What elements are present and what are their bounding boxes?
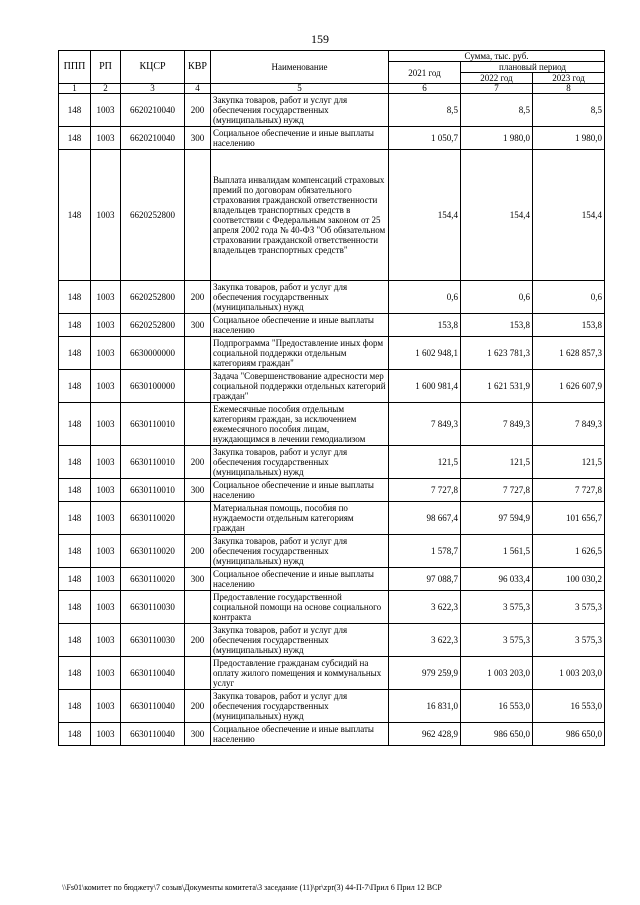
name-cell: Материальная помощь, пособия по нуждаемости отдельным категориям граждан — [211, 502, 389, 535]
ppp-cell: 148 — [59, 502, 91, 535]
amount-2023-cell: 1 626 607,9 — [533, 370, 605, 403]
ppp-cell: 148 — [59, 127, 91, 150]
ppp-cell: 148 — [59, 535, 91, 568]
amount-2022-cell: 7 849,3 — [461, 403, 533, 446]
kvr-cell — [185, 403, 211, 446]
table-row — [59, 568, 605, 591]
column-index: 1 — [59, 84, 91, 94]
table-row — [59, 337, 605, 370]
kvr-cell — [185, 657, 211, 690]
ppp-cell: 148 — [59, 150, 91, 281]
amount-2023-cell: 0,6 — [533, 281, 605, 314]
table-row — [59, 446, 605, 479]
amount-2023-cell: 1 626,5 — [533, 535, 605, 568]
ppp-cell: 148 — [59, 403, 91, 446]
kvr-cell: 200 — [185, 281, 211, 314]
amount-2022-cell: 1 003 203,0 — [461, 657, 533, 690]
rp-cell: 1003 — [91, 479, 121, 502]
kvr-cell: 200 — [185, 535, 211, 568]
ppp-cell: 148 — [59, 446, 91, 479]
amount-2021-cell: 8,5 — [389, 94, 461, 127]
header-name: Наименование — [211, 51, 389, 84]
table-row — [59, 657, 605, 690]
kvr-cell: 200 — [185, 690, 211, 723]
page-number: 159 — [311, 32, 329, 46]
rp-cell: 1003 — [91, 535, 121, 568]
amount-2021-cell: 97 088,7 — [389, 568, 461, 591]
table-header — [59, 51, 605, 94]
rp-cell: 1003 — [91, 403, 121, 446]
amount-2021-cell: 121,5 — [389, 446, 461, 479]
kcsr-cell: 6630110020 — [121, 502, 185, 535]
ppp-cell: 148 — [59, 690, 91, 723]
amount-2023-cell: 1 003 203,0 — [533, 657, 605, 690]
amount-2022-cell: 3 575,3 — [461, 624, 533, 657]
amount-2023-cell: 101 656,7 — [533, 502, 605, 535]
kcsr-cell: 6620210040 — [121, 127, 185, 150]
name-cell: Закупка товаров, работ и услуг для обеспечения государственных (муниципальных) нужд — [211, 690, 389, 723]
kcsr-cell: 6630100000 — [121, 370, 185, 403]
kcsr-cell: 6630110030 — [121, 591, 185, 624]
table-row — [59, 624, 605, 657]
header-2022: 2022 год — [461, 73, 533, 84]
amount-2022-cell: 16 553,0 — [461, 690, 533, 723]
amount-2023-cell: 986 650,0 — [533, 723, 605, 746]
ppp-cell: 148 — [59, 657, 91, 690]
kvr-cell: 300 — [185, 479, 211, 502]
kvr-cell — [185, 502, 211, 535]
kvr-cell: 300 — [185, 723, 211, 746]
column-index: 2 — [91, 84, 121, 94]
table-row — [59, 403, 605, 446]
name-cell: Социальное обеспечение и иные выплаты населению — [211, 479, 389, 502]
rp-cell: 1003 — [91, 337, 121, 370]
amount-2023-cell: 121,5 — [533, 446, 605, 479]
amount-2021-cell: 0,6 — [389, 281, 461, 314]
ppp-cell: 148 — [59, 479, 91, 502]
kvr-cell — [185, 370, 211, 403]
header-kvr: КВР — [185, 51, 211, 84]
table-row — [59, 370, 605, 403]
table-row — [59, 591, 605, 624]
column-index: 6 — [389, 84, 461, 94]
name-cell: Закупка товаров, работ и услуг для обеспечения государственных (муниципальных) нужд — [211, 281, 389, 314]
amount-2022-cell: 986 650,0 — [461, 723, 533, 746]
table-row — [59, 281, 605, 314]
amount-2021-cell: 1 578,7 — [389, 535, 461, 568]
table-row — [59, 314, 605, 337]
name-cell: Социальное обеспечение и иные выплаты населению — [211, 568, 389, 591]
budget-table — [58, 50, 605, 746]
amount-2023-cell: 3 575,3 — [533, 624, 605, 657]
amount-2023-cell: 1 980,0 — [533, 127, 605, 150]
ppp-cell: 148 — [59, 337, 91, 370]
kvr-cell — [185, 337, 211, 370]
header-rp: РП — [91, 51, 121, 84]
table-row — [59, 723, 605, 746]
name-cell: Социальное обеспечение и иные выплаты населению — [211, 723, 389, 746]
ppp-cell: 148 — [59, 314, 91, 337]
table-row — [59, 479, 605, 502]
amount-2021-cell: 7 849,3 — [389, 403, 461, 446]
rp-cell: 1003 — [91, 94, 121, 127]
name-cell: Выплата инвалидам компенсаций страховых премий по договорам обязательного страхования гражданской ответственности владельцев транспортных средств в соответствии с Федеральным законом от 25 апреля 2002 года № 40-ФЗ "Об обязательном страховании гражданской ответственности владельцев транспортных средств" — [211, 150, 389, 281]
kvr-cell: 200 — [185, 624, 211, 657]
rp-cell: 1003 — [91, 690, 121, 723]
rp-cell: 1003 — [91, 568, 121, 591]
kcsr-cell: 6630110030 — [121, 624, 185, 657]
amount-2022-cell: 0,6 — [461, 281, 533, 314]
ppp-cell: 148 — [59, 723, 91, 746]
name-cell: Предоставление гражданам субсидий на оплату жилого помещения и коммунальных услуг — [211, 657, 389, 690]
rp-cell: 1003 — [91, 591, 121, 624]
rp-cell: 1003 — [91, 314, 121, 337]
ppp-cell: 148 — [59, 94, 91, 127]
amount-2021-cell: 1 602 948,1 — [389, 337, 461, 370]
amount-2021-cell: 3 622,3 — [389, 624, 461, 657]
kvr-cell: 300 — [185, 314, 211, 337]
kcsr-cell: 6620252800 — [121, 150, 185, 281]
amount-2021-cell: 98 667,4 — [389, 502, 461, 535]
header-2021: 2021 год — [389, 62, 461, 84]
amount-2021-cell: 16 831,0 — [389, 690, 461, 723]
rp-cell: 1003 — [91, 127, 121, 150]
name-cell: Задача "Совершенствование адресности мер социальной поддержки отдельных категорий граждан" — [211, 370, 389, 403]
rp-cell: 1003 — [91, 502, 121, 535]
amount-2022-cell: 1 561,5 — [461, 535, 533, 568]
kvr-cell: 200 — [185, 94, 211, 127]
kvr-cell — [185, 150, 211, 281]
table-body — [59, 94, 605, 746]
header-ppp: ППП — [59, 51, 91, 84]
rp-cell: 1003 — [91, 150, 121, 281]
amount-2023-cell: 153,8 — [533, 314, 605, 337]
column-index: 7 — [461, 84, 533, 94]
amount-2021-cell: 153,8 — [389, 314, 461, 337]
rp-cell: 1003 — [91, 723, 121, 746]
kcsr-cell: 6630110010 — [121, 479, 185, 502]
table-row — [59, 502, 605, 535]
table-row — [59, 150, 605, 281]
amount-2021-cell: 1 050,7 — [389, 127, 461, 150]
table-row — [59, 690, 605, 723]
amount-2023-cell: 100 030,2 — [533, 568, 605, 591]
column-index: 3 — [121, 84, 185, 94]
ppp-cell: 148 — [59, 370, 91, 403]
kcsr-cell: 6630110040 — [121, 723, 185, 746]
rp-cell: 1003 — [91, 370, 121, 403]
name-cell: Закупка товаров, работ и услуг для обеспечения государственных (муниципальных) нужд — [211, 624, 389, 657]
amount-2021-cell: 979 259,9 — [389, 657, 461, 690]
amount-2023-cell: 8,5 — [533, 94, 605, 127]
amount-2022-cell: 153,8 — [461, 314, 533, 337]
column-index-row — [59, 84, 605, 94]
kcsr-cell: 6630000000 — [121, 337, 185, 370]
kvr-cell: 300 — [185, 568, 211, 591]
amount-2021-cell: 1 600 981,4 — [389, 370, 461, 403]
header-planned-period: плановый период — [461, 62, 605, 73]
name-cell: Закупка товаров, работ и услуг для обеспечения государственных (муниципальных) нужд — [211, 535, 389, 568]
table-row — [59, 535, 605, 568]
amount-2022-cell: 1 621 531,9 — [461, 370, 533, 403]
amount-2023-cell: 7 727,8 — [533, 479, 605, 502]
amount-2022-cell: 1 623 781,3 — [461, 337, 533, 370]
rp-cell: 1003 — [91, 657, 121, 690]
kcsr-cell: 6630110020 — [121, 568, 185, 591]
kcsr-cell: 6620252800 — [121, 314, 185, 337]
name-cell: Ежемесячные пособия отдельным категориям граждан, за исключением ежемесячного пособия лицам, нуждающимся в лечении гемодиализом — [211, 403, 389, 446]
table-row — [59, 94, 605, 127]
kcsr-cell: 6630110010 — [121, 403, 185, 446]
amount-2023-cell: 7 849,3 — [533, 403, 605, 446]
amount-2022-cell: 1 980,0 — [461, 127, 533, 150]
amount-2022-cell: 8,5 — [461, 94, 533, 127]
file-path-footer: \\Fs01\комитет по бюджету\7 созыв\Документы комитета\3 заседание (11)\pr\zpr(3) 44-П-7\Прил 6 Прил 12 ВСР — [62, 883, 442, 892]
amount-2021-cell: 962 428,9 — [389, 723, 461, 746]
amount-2022-cell: 3 575,3 — [461, 591, 533, 624]
name-cell: Социальное обеспечение и иные выплаты населению — [211, 127, 389, 150]
amount-2023-cell: 16 553,0 — [533, 690, 605, 723]
amount-2021-cell: 7 727,8 — [389, 479, 461, 502]
kvr-cell: 200 — [185, 446, 211, 479]
amount-2023-cell: 3 575,3 — [533, 591, 605, 624]
kcsr-cell: 6620210040 — [121, 94, 185, 127]
amount-2022-cell: 97 594,9 — [461, 502, 533, 535]
kcsr-cell: 6630110040 — [121, 657, 185, 690]
ppp-cell: 148 — [59, 591, 91, 624]
amount-2022-cell: 121,5 — [461, 446, 533, 479]
rp-cell: 1003 — [91, 446, 121, 479]
column-index: 4 — [185, 84, 211, 94]
header-2023: 2023 год — [533, 73, 605, 84]
amount-2021-cell: 3 622,3 — [389, 591, 461, 624]
header-kcsr: КЦСР — [121, 51, 185, 84]
name-cell: Закупка товаров, работ и услуг для обеспечения государственных (муниципальных) нужд — [211, 94, 389, 127]
column-index: 5 — [211, 84, 389, 94]
kcsr-cell: 6630110010 — [121, 446, 185, 479]
kvr-cell — [185, 591, 211, 624]
name-cell: Закупка товаров, работ и услуг для обеспечения государственных (муниципальных) нужд — [211, 446, 389, 479]
rp-cell: 1003 — [91, 624, 121, 657]
name-cell: Подпрограмма "Предоставление иных форм социальной поддержки отдельным категориям граждан" — [211, 337, 389, 370]
amount-2022-cell: 7 727,8 — [461, 479, 533, 502]
amount-2022-cell: 154,4 — [461, 150, 533, 281]
amount-2021-cell: 154,4 — [389, 150, 461, 281]
rp-cell: 1003 — [91, 281, 121, 314]
column-index: 8 — [533, 84, 605, 94]
name-cell: Социальное обеспечение и иные выплаты населению — [211, 314, 389, 337]
amount-2023-cell: 154,4 — [533, 150, 605, 281]
kvr-cell: 300 — [185, 127, 211, 150]
kcsr-cell: 6630110040 — [121, 690, 185, 723]
kcsr-cell: 6630110020 — [121, 535, 185, 568]
name-cell: Предоставление государственной социальной помощи на основе социального контракта — [211, 591, 389, 624]
ppp-cell: 148 — [59, 568, 91, 591]
table-row — [59, 127, 605, 150]
kcsr-cell: 6620252800 — [121, 281, 185, 314]
ppp-cell: 148 — [59, 281, 91, 314]
amount-2022-cell: 96 033,4 — [461, 568, 533, 591]
ppp-cell: 148 — [59, 624, 91, 657]
amount-2023-cell: 1 628 857,3 — [533, 337, 605, 370]
header-sum: Сумма, тыс. руб. — [389, 51, 605, 62]
